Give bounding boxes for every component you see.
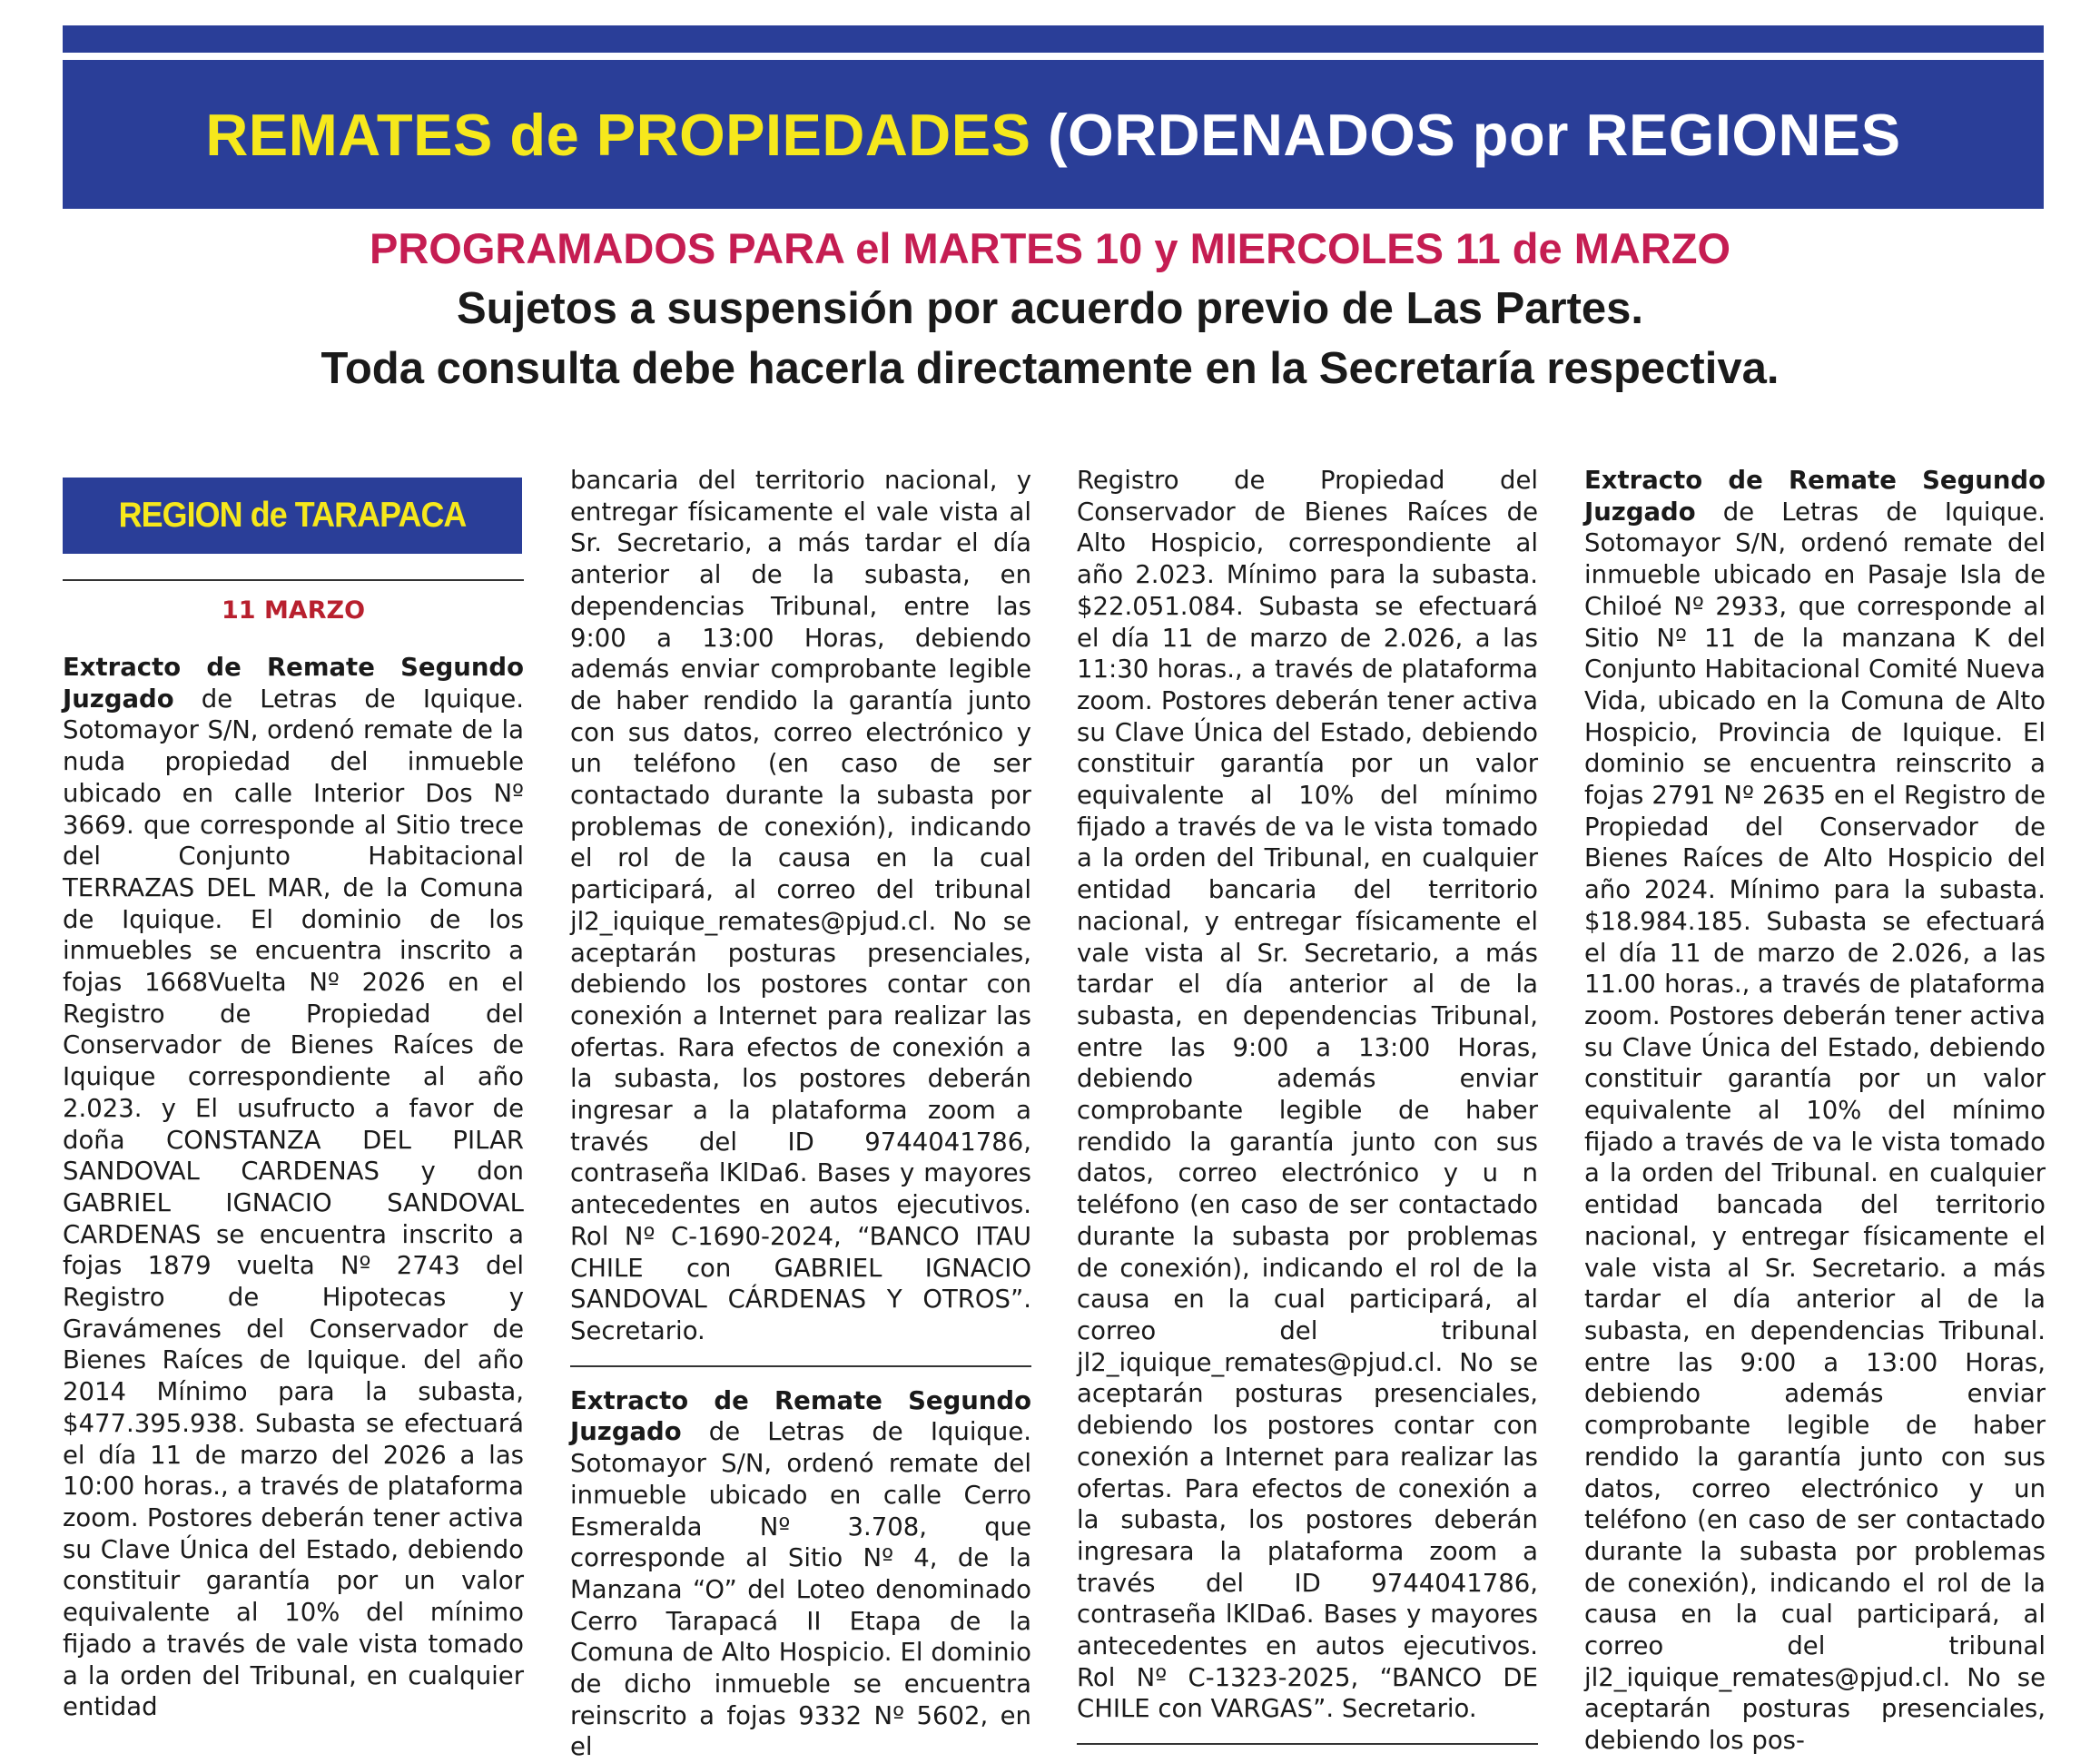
notice-3 bbox=[1584, 465, 2046, 1757]
top-rule bbox=[63, 25, 2044, 53]
column-2 bbox=[570, 465, 1031, 1763]
column-4 bbox=[1584, 465, 2046, 1757]
notice-1-body: de Letras de Iquique. Sotomayor S/N, ordenó remate de la nuda propiedad del inmueble ubicado en calle Interior Dos Nº 3669. que corresponde al Sitio trece del Conjunto Habitacional TERRAZAS DEL MAR, de la Comuna de Iquique. El dominio de los inmuebles se encuentra inscrito a fojas 1668Vuelta Nº 2026 en el Registro de Propiedad del Conservador de Bienes Raíces de Iquique correspondiente al año 2.023. y El usufructo a favor de doña CONSTANZA DEL PILAR SANDOVAL CARDENAS y don GABRIEL IGNACIO SANDOVAL CARDENAS se encuentra inscrito a fojas 1879 vuelta Nº 2743 del Registro de Hipotecas y Gravámenes del Conservador de Bienes Raíces de Iquique. del año 2014 Mínimo para la subasta, $477.395.938. Subasta se efectuará el día 11 de marzo del 2026 a las 10:00 horas., a través de plataforma zoom. Postores deberán tener activa su Clave Única del Estado, debiendo constituir garantía por un valor equivalente al 10% del mínimo fijado a través de vale vista tomado a la orden del Tribunal, en cualquier entidad bbox=[63, 684, 524, 1722]
title-banner bbox=[63, 60, 2044, 209]
notice-divider bbox=[1077, 1743, 1538, 1745]
notice-1-continuation: bancaria del territorio nacional, y entregar físicamente el vale vista al Sr. Secretario, a más tardar el día anterior al de la subasta, en dependencias Tribunal, entre las 9:00 a 13:00 Horas, debiendo además enviar comprobante legible de haber rendido la garantía junto con sus datos, correo electrónico y un teléfono (en caso de ser contactado durante la subasta por problemas de conexión), indicando el rol de la causa en la cual participará, al correo del tribunal jl2_iquique_remates@pjud.cl. No se aceptarán posturas presenciales, debiendo los postores contar con conexión a Internet para realizar las ofertas. Rara efectos de conexión a la subasta, los postores deberán ingresar a la plataforma zoom a través del ID 9744041786, contraseña lKlDa6. Bases y mayores antecedentes en autos ejecutivos. Rol Nº C-1690-2024, “BANCO ITAU CHILE con GABRIEL IGNACIO SANDOVAL CÁRDENAS Y OTROS”. Secretario. bbox=[570, 466, 1031, 1345]
date-rule bbox=[63, 579, 524, 581]
notice-2-body: de Letras de Iquique. Sotomayor S/N, ordenó remate del inmueble ubicado en calle Cerro Esmeralda Nº 3.708, que corresponde al Sitio Nº 4, de la Manzana “O” del Loteo denominado Cerro Tarapacá II Etapa de la Comuna de Alto Hospicio. El dominio de dicho inmueble se encuentra reinscrito a fojas 9332 Nº 5602, en el bbox=[570, 1417, 1031, 1762]
notice-1 bbox=[63, 652, 524, 1723]
notice-2-continuation: Registro de Propiedad del Conservador de Bienes Raíces de Alto Hospicio, correspondiente al año 2.023. Mínimo para la subasta. $22.051.084. Subasta se efectuará el día 11 de marzo de 2.026, a las 11:30 horas., a través de plataforma zoom. Postores deberán tener activa su Clave Única del Estado, debiendo constituir garantía por un valor equivalente al 10% del mínimo fijado a través de va le vista tomado a la orden del Tribunal, en cualquier entidad bancaria del territorio nacional, y entregar físicamente el vale vista al Sr. Secretario, a más tardar el día anterior al de la subasta, en dependencias Tribunal, entre las 9:00 a 13:00 Horas, debiendo además enviar comprobante legible de haber rendido la garantía junto con sus datos, correo electrónico y u n teléfono (en caso de ser contactado durante la subasta por problemas de conexión), indicando el rol de la causa en la cual participará, al correo del tribunal jl2_iquique_remates@pjud.cl. No se aceptarán posturas presenciales, debiendo los postores contar con conexión a Internet para realizar las ofertas. Para efectos de conexión a la subasta, los postores deberán ingresara la plataforma zoom a través del ID 9744041786, contraseña lKlDa6. Bases y mayores antecedentes en autos ejecutivos. Rol Nº C-1323-2025, “BANCO DE CHILE con VARGAS”. Secretario. bbox=[1077, 466, 1538, 1724]
title-part-1: REMATES de PROPIEDADES bbox=[205, 101, 1031, 168]
notice-3-lead: Extracto de Remate Segundo Juzgado bbox=[1584, 466, 2046, 527]
column-1 bbox=[63, 465, 524, 1723]
column-3 bbox=[1077, 465, 1538, 1763]
notice-2 bbox=[570, 1385, 1031, 1763]
schedule-heading: PROGRAMADOS PARA el MARTES 10 y MIERCOLES 11 de MARZO bbox=[370, 224, 1730, 272]
region-header bbox=[63, 478, 522, 554]
suspension-notice: Sujetos a suspensión por acuerdo previo de Las Partes. bbox=[456, 284, 1644, 333]
page-title bbox=[205, 101, 1900, 169]
inquiry-notice: Toda consulta debe hacerla directamente en la Secretaría respectiva. bbox=[320, 344, 1780, 393]
notice-divider bbox=[570, 1365, 1031, 1367]
notice-1-lead: Extracto de Remate Segundo Juzgado bbox=[63, 653, 524, 714]
title-part-2: (ORDENADOS por REGIONES bbox=[1030, 101, 1901, 168]
region-label: REGION de TARAPACA bbox=[118, 495, 467, 535]
notice-3-body: de Letras de Iquique. Sotomayor S/N, ordenó remate del inmueble ubicado en Pasaje Isla de Chiloé Nº 2933, que corresponde al Sitio Nº 11 de la manzana K del Conjunto Habitacional Comité Nueva Vida, ubicado en la Comuna de Alto Hospicio, Provincia de Iquique. El dominio se encuentra reinscrito a fojas 2791 Nº 2635 en el Registro de Propiedad del Conservador de Bienes Raíces de Alto Hospicio del año 2024. Mínimo para la subasta. $18.984.185. Subasta se efectuará el día 11 de marzo de 2.026, a las 11.00 horas., a través de plataforma zoom. Postores deberán tener activa su Clave Única del Estado, debiendo constituir garantía por un valor equivalente al 10% del mínimo fijado a través de va le vista tomado a la orden del Tribunal. en cualquier entidad bancada del territorio nacional, y entregar físicamente el vale vista al Sr. Secretario. a más tardar el día anterior al de la subasta, en dependencias Tribunal. entre las 9:00 a 13:00 Horas, debiendo además enviar comprobante legible de haber rendido la garantía junto con sus datos, correo electrónico y un teléfono (en caso de ser contactado durante la subasta por problemas de conexión), indicando el rol de la causa en la cual participará, al correo del tribunal jl2_iquique_remates@pjud.cl. No se aceptarán posturas presenciales, debiendo los pos- bbox=[1584, 497, 2046, 1756]
date-label: 11 MARZO bbox=[221, 596, 366, 625]
notice-2-lead: Extracto de Remate Segundo Juzgado bbox=[570, 1385, 1031, 1447]
